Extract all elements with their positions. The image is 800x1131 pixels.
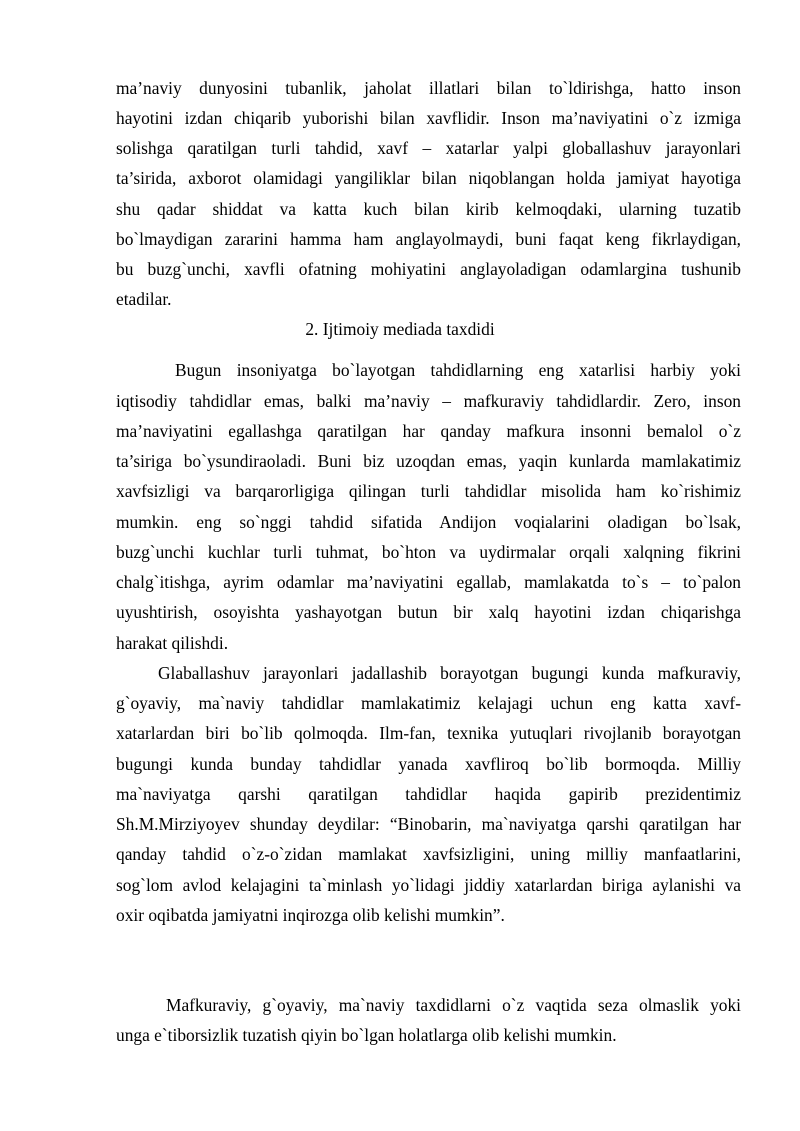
text-line: Sh.M.Mirziyoyev shunday deydilar: “Binobarin, ma`naviyatga qarshi qaratilgan har: [116, 814, 741, 834]
text-line: buzg`unchi kuchlar turli tuhmat, bo`hton va uydirmalar orqali xalqning fikrini: [116, 542, 741, 562]
text-line: Glaballashuv jarayonlari jadallashib borayotgan bugungi kunda mafkuraviy,: [158, 663, 741, 683]
text-line: shu qadar shiddat va katta kuch bilan kirib kelmoqdaki, ularning tuzatib: [116, 199, 741, 219]
text-line: Bugun insoniyatga bo`layotgan tahdidlarning eng xatarlisi harbiy yoki: [175, 360, 741, 380]
text-line: ma’naviyatini egallashga qaratilgan har qanday mafkura insonni bemalol o`z: [116, 421, 741, 441]
text-line: ma`naviyatga qarshi qaratilgan tahdidlar haqida gapirib prezidentimiz: [116, 784, 741, 804]
text-line: qanday tahdid o`z-o`zidan mamlakat xavfsizligini, uning milliy manfaatlarini,: [116, 844, 741, 864]
text-line: bugungi kunda bunday tahdidlar yanada xavfliroq bo`lib bormoqda. Milliy: [116, 754, 741, 774]
text-line: unga e`tiborsizlik tuzatish qiyin bo`lgan holatlarga olib kelishi mumkin.: [116, 1025, 617, 1045]
text-line: sog`lom avlod kelajagini ta`minlash yo`lidagi jiddiy xatarlardan biriga aylanishi va: [116, 875, 741, 895]
text-line: bo`lmaydigan zararini hamma ham anglayolmaydi, buni faqat keng fikrlaydigan,: [116, 229, 741, 249]
text-line: ma’naviy dunyosini tubanlik, jaholat illatlari bilan to`ldirishga, hatto inson: [116, 78, 741, 98]
text-line: solishga qaratilgan turli tahdid, xavf – xatarlar yalpi globallashuv jarayonlari: [116, 138, 741, 158]
text-line: oxir oqibatda jamiyatni inqirozga olib kelishi mumkin”.: [116, 905, 505, 925]
text-line: bu buzg`unchi, xavfli ofatning mohiyatini anglayoladigan odamlargina tushunib: [116, 259, 741, 279]
text-line: xavfsizligi va barqarorligiga qilingan turli tahdidlar misolida ham ko`rishimiz: [116, 481, 741, 501]
text-line: Mafkuraviy, g`oyaviy, ma`naviy taxdidlarni o`z vaqtida seza olmaslik yoki: [166, 995, 741, 1015]
text-line: mumkin. eng so`nggi tahdid sifatida Andijon voqialarini oladigan bo`lsak,: [116, 512, 741, 532]
text-line: harakat qilishdi.: [116, 633, 229, 653]
text-line: xatarlardan biri bo`lib qolmoqda. Ilm-fan, texnika yutuqlari rivojlanib borayotgan: [116, 723, 741, 743]
text-line: uyushtirish, osoyishta yashayotgan butun bir xalq hayotini izdan chiqarishga: [116, 602, 741, 622]
text-line: iqtisodiy tahdidlar emas, balki ma’naviy – mafkuraviy tahdidlardir. Zero, inson: [116, 391, 741, 411]
section-heading: 2. Ijtimoiy mediada taxdidi: [305, 319, 495, 339]
text-line: chalg`itishga, ayrim odamlar ma’naviyatini egallab, mamlakatda to`s – to`palon: [116, 572, 741, 592]
text-line: g`oyaviy, ma`naviy tahdidlar mamlakatimiz kelajagi uchun eng katta xavf-: [116, 693, 741, 713]
text-line: ta’siriga bo`ysundiraoladi. Buni biz uzoqdan emas, yaqin kunlarda mamlakatimiz: [116, 451, 741, 471]
text-line: etadilar.: [116, 289, 172, 309]
text-line: ta’sirida, axborot olamidagi yangiliklar bilan niqoblangan holda jamiyat hayotiga: [116, 168, 741, 188]
text-line: hayotini izdan chiqarib yuborishi bilan xavflidir. Inson ma’naviyatini o`z izmiga: [116, 108, 741, 128]
